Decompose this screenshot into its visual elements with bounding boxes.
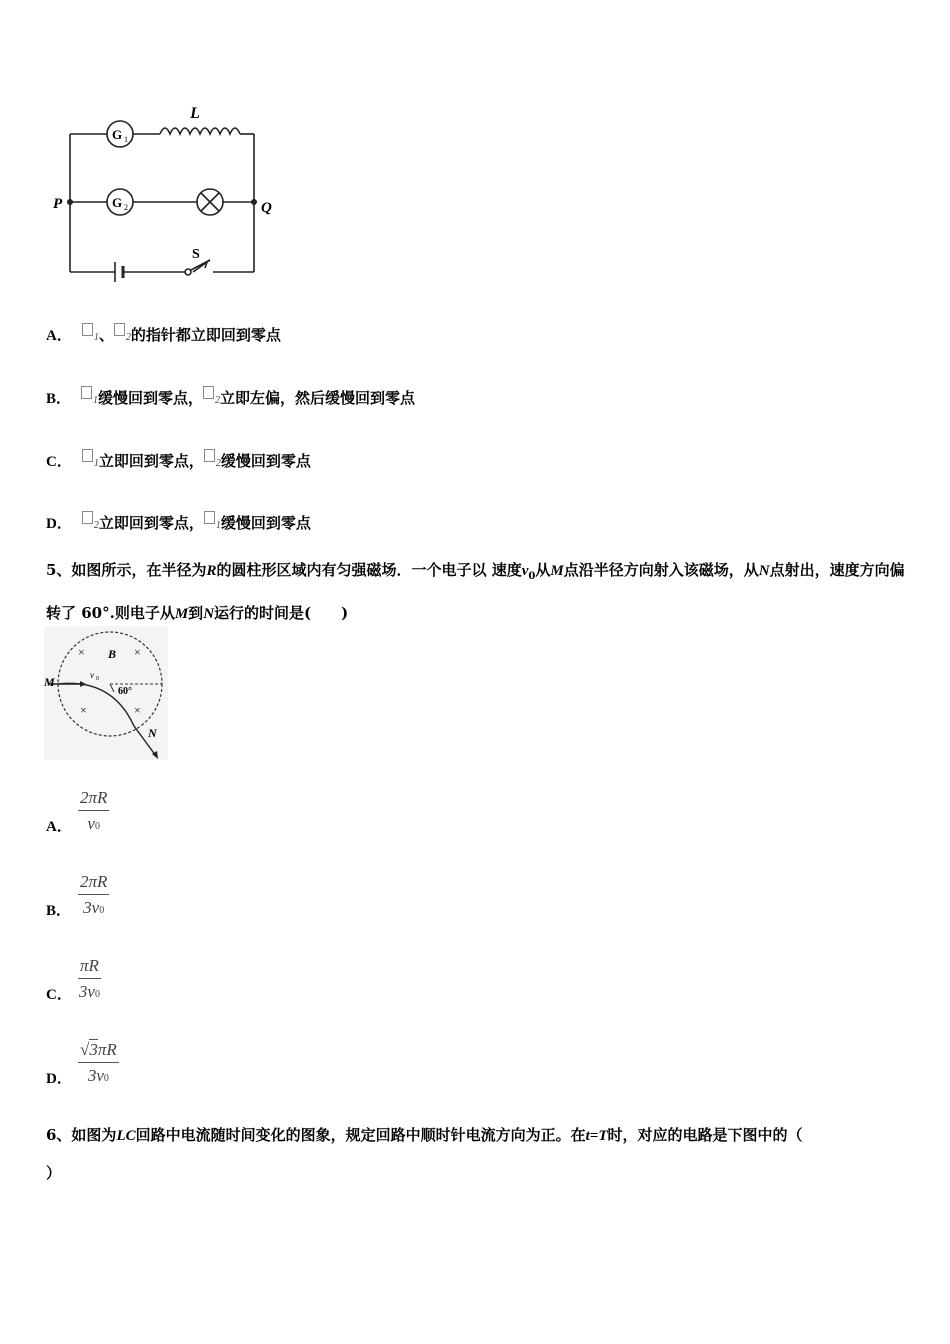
svg-text:× bbox=[134, 645, 141, 659]
cross-mark: × bbox=[134, 645, 141, 659]
missing-glyph-icon bbox=[204, 449, 215, 462]
svg-text:N bbox=[147, 726, 158, 740]
g1-label: G bbox=[111, 127, 123, 142]
g2-label: G bbox=[111, 195, 123, 210]
exit-label: N bbox=[148, 726, 157, 740]
svg-text:G bbox=[112, 195, 122, 210]
svg-text:60° bbox=[118, 686, 132, 697]
missing-glyph-icon bbox=[81, 386, 92, 399]
q5-option-b-letter: B． bbox=[46, 903, 72, 919]
velocity-label: v bbox=[90, 670, 94, 680]
inductor-coil bbox=[160, 128, 240, 134]
missing-glyph-icon bbox=[82, 511, 93, 524]
q5-option-a-letter: A． bbox=[46, 819, 72, 835]
q4-option-a: A． 1、 2的指针都立即回到零点 bbox=[46, 323, 281, 345]
svg-text:B bbox=[107, 647, 116, 661]
battery-icon bbox=[115, 262, 123, 282]
inductor-label: L bbox=[190, 105, 200, 122]
magnetic-field-diagram bbox=[44, 626, 168, 760]
q4-option-b: B． 1缓慢回到零点， 2立即左偏，然后缓慢回到零点 bbox=[46, 386, 415, 408]
missing-glyph-icon bbox=[82, 323, 93, 336]
switch-label: S bbox=[192, 247, 200, 262]
missing-glyph-icon bbox=[203, 386, 214, 399]
svg-text:× bbox=[134, 703, 141, 717]
q5-option-d-letter: D． bbox=[46, 1071, 72, 1087]
g2-sub: 2 bbox=[124, 203, 128, 212]
svg-text:0 bbox=[96, 676, 99, 682]
cross-mark: × bbox=[78, 645, 85, 659]
question-5: 5、如图所示，在半径为R的圆柱形区域内有匀强磁场．一个电子以 速度$v_0$从M点沿半径方向射入该磁场，从N点射出，速度方向偏转了 60°.则电子从M到N运行的时间是( ) bbox=[46, 561, 905, 622]
missing-glyph-icon bbox=[204, 511, 215, 524]
svg-text:1 bbox=[124, 135, 128, 144]
entry-label: M bbox=[44, 675, 55, 689]
cross-mark: × bbox=[80, 703, 87, 717]
q5-option-d-fraction: $\frac{√3\pi R}{3v0}$ bbox=[80, 1040, 117, 1085]
q5-option-a-fraction: $\frac{2\pi R}{v0}$ bbox=[80, 788, 108, 833]
node-q-label: Q bbox=[261, 200, 272, 216]
circuit-diagram bbox=[45, 100, 285, 290]
q4-option-d: D． 2立即回到零点， 1缓慢回到零点 bbox=[46, 511, 311, 533]
node-p-label: P bbox=[53, 196, 63, 212]
velocity-sub: 0 bbox=[96, 676, 99, 682]
lamp-icon bbox=[197, 189, 223, 215]
q5-option-c-fraction: $\frac{\pi R}{3v0}$ bbox=[78, 956, 100, 1001]
switch-icon bbox=[185, 260, 210, 275]
missing-glyph-icon bbox=[82, 449, 93, 462]
svg-text:× bbox=[78, 645, 85, 659]
question-6: 6、如图为LC回路中电流随时间变化的图象，规定回路中顺时针电流方向为正。在t=T时，对应的电路是下图中的（ ） bbox=[46, 1126, 803, 1182]
g1-sub: 1 bbox=[124, 135, 128, 144]
field-label: B bbox=[108, 647, 117, 661]
missing-glyph-icon bbox=[114, 323, 125, 336]
svg-text:v bbox=[90, 670, 94, 680]
svg-text:G bbox=[112, 127, 122, 142]
cross-mark: × bbox=[134, 703, 141, 717]
q4-option-c: C． 1立即回到零点， 2缓慢回到零点 bbox=[46, 449, 311, 471]
q5-option-b-fraction: $\frac{2\pi R}{3v0}$ bbox=[80, 872, 108, 917]
svg-text:× bbox=[80, 703, 87, 717]
q5-option-c-letter: C． bbox=[46, 987, 72, 1003]
svg-text:2 bbox=[124, 203, 128, 212]
svg-text:M bbox=[44, 675, 55, 689]
angle-label: 60° bbox=[118, 686, 132, 697]
